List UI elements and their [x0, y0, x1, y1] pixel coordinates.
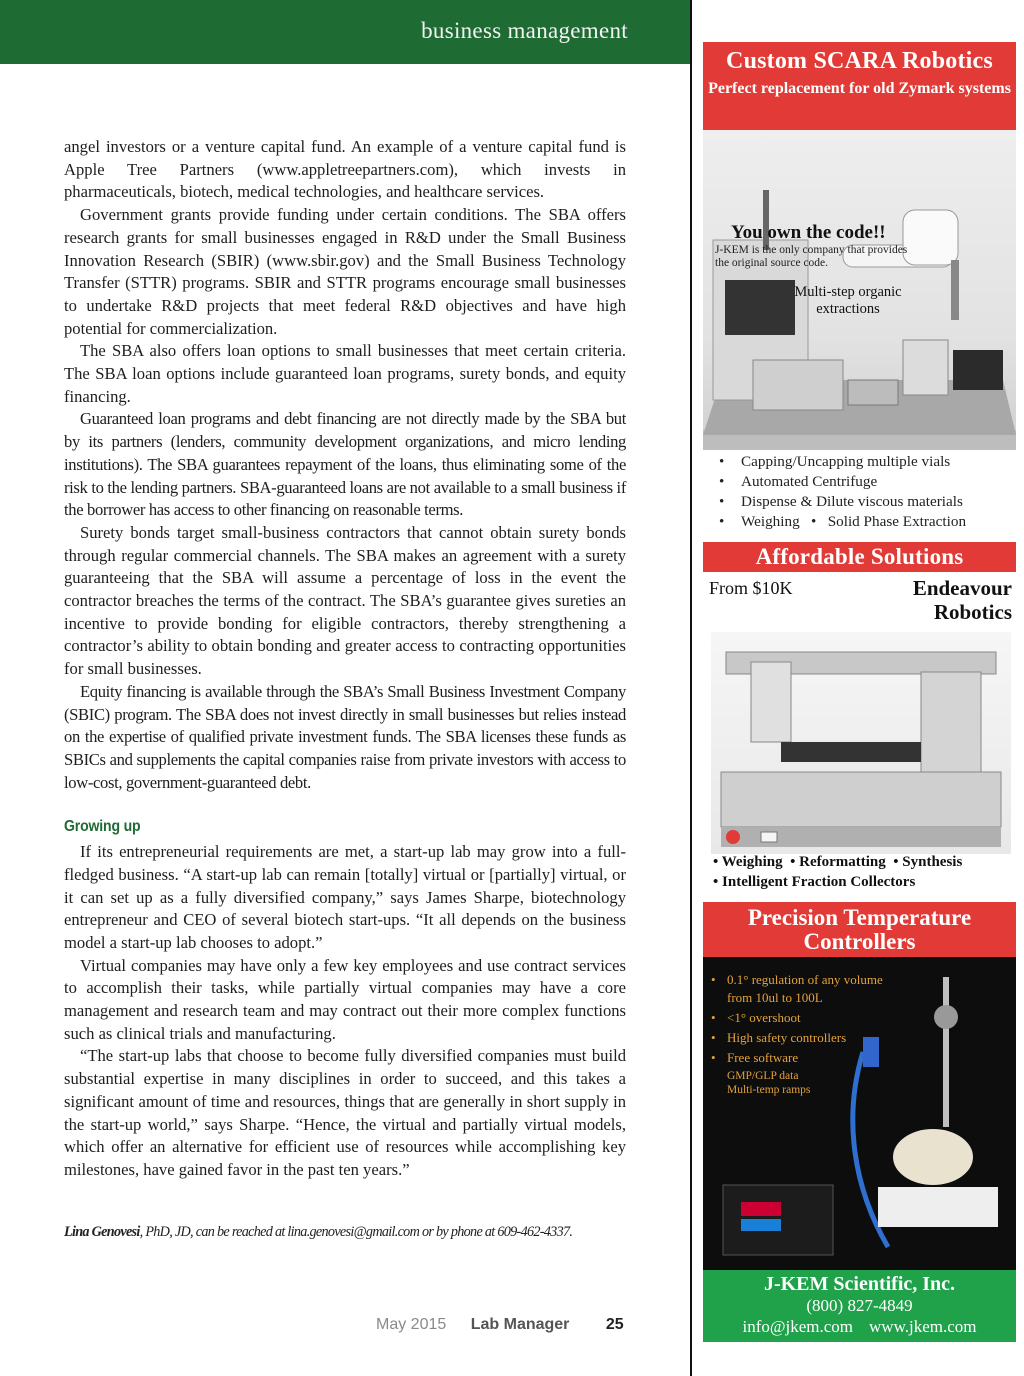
magazine-name: Lab Manager — [470, 1316, 570, 1333]
list-item: • Dispense & Dilute viscous materials — [719, 493, 963, 510]
author-contact: , PhD, JD, can be reached at lina.genovesi@gmail.com or by phone at 609-462-4337. — [139, 1224, 573, 1240]
paragraph: Surety bonds target small-business contractors that cannot obtain surety bonds through regular commercial channels. The SBA makes an agreement with a surety guaranteeing that the SBA will assume a percentage of loss in the event the contractor breaches the terms of the contract. The SBA’s guarantee gives sureties an incentive to provide bonding for eligible contractors, thereby strengthening a contractor’s ability to obtain bonding and greater access to contracting opportunities for small businesses. — [64, 522, 626, 679]
product-name: Endeavour Robotics — [912, 576, 1012, 624]
company-website[interactable]: www.jkem.com — [869, 1317, 977, 1336]
list-item: • Automated Centrifuge — [719, 473, 878, 490]
author-byline — [64, 1224, 684, 1241]
company-contact — [703, 1316, 1016, 1338]
photo-caption: Multi-step organic extractions — [794, 284, 902, 317]
scara-robot-photo — [703, 130, 1016, 450]
paragraph: If its entrepreneurial requirements are met, a start-up lab may grow into a full-fledged business. “A start-up lab can remain [totally] virtual or [partially] virtual, or it can set up as a fully diversified company,” says James Sharpe, biotechnology entrepreneur and CEO of several biotech start-ups. “It all depends on the business model a start-up lab chooses to adopt.” — [64, 842, 626, 952]
list-subitem: Multi-temp ramps — [727, 1084, 811, 1096]
ad-title-band — [703, 42, 1016, 130]
temperature-controller-panel — [703, 957, 1016, 1270]
feature-list — [713, 852, 1013, 892]
list-item: • 0.1° regulation of any volume from 10ul to 100L — [711, 971, 891, 1007]
paragraph: angel investors or a venture capital fund. An example of a venture capital fund is Apple Tree Partners (www.appletreepartners.com), which invests in pharmaceuticals, biotech, medical technologies, and healthcare services. — [64, 137, 626, 202]
paragraph: Guaranteed loan programs and debt financing are not directly made by the SBA but by its partners (lenders, community development organizations, and micro lending institutions). The SBA guarantees repayment of the loans, thus eliminating some of the risk to the lending partners. SBA-guaranteed loans are not available to a small business if the borrower has access to other financing on reasonable terms. — [64, 409, 626, 520]
own-code-headline: You own the code!! — [731, 222, 886, 243]
list-item: • <1° overshoot — [711, 1009, 891, 1027]
company-phone: (800) 827-4849 — [806, 1296, 913, 1315]
section-label: business management — [421, 18, 628, 43]
price-label: From $10K — [709, 578, 793, 598]
robot-illustration — [711, 632, 1011, 854]
list-subitem: GMP/GLP data — [727, 1070, 799, 1082]
list-item: • Weighing • Solid Phase Extraction — [719, 513, 967, 530]
section-header-band — [0, 0, 692, 64]
list-item: • Weighing • Reformatting • Synthesis — [713, 854, 963, 870]
author-name: Lina Genovesi — [64, 1224, 140, 1240]
feature-list — [719, 452, 1019, 532]
paragraph: “The start-up labs that choose to become fully diversified companies must build substantial expertise in many disciplines in order to succeed, and this takes a significant amount of time and resources, things that are generally in short supply in the start-up world,” says Sharpe. “Hence, the virtual and partially virtual models, which offer an alternative for efficient use of resources while accomplishing key milestones, have gained favor in the past ten years.” — [64, 1046, 626, 1179]
column-divider — [690, 0, 692, 1376]
subheading: Growing up — [64, 818, 141, 836]
paragraph: Virtual companies may have only a few key employees and use contract services to accomplish their tasks, while partially virtual companies may have a core management and research team and may contract out their more complex functions such as clinical trials and manufacturing. — [64, 955, 626, 1043]
advertisement — [703, 42, 1016, 1342]
page-number: 25 — [605, 1316, 624, 1333]
endeavour-robot-photo — [711, 632, 1011, 854]
paragraph: Equity financing is available through the SBA’s Small Business Investment Company (SBIC) program. The SBA does not invest directly in small businesses but relies instead on the expertise of qualified private investment funds. The SBA licenses these funds as SBICs and supplements the capital companies raise from private investors with access to low-cost, government-guaranteed debt. — [64, 681, 626, 792]
page-footer — [376, 1316, 624, 1338]
article-body — [64, 136, 626, 1182]
list-item: • Free software — [711, 1049, 891, 1067]
list-item: • High safety controllers — [711, 1029, 891, 1047]
paragraph: The SBA also offers loan options to small businesses that meet certain criteria. The SBA loan options include guaranteed loan programs, surety bonds, and equity financing. — [64, 341, 626, 406]
ad-title-band — [703, 542, 1016, 572]
feature-list — [711, 971, 891, 1097]
ad-title: Custom SCARA Robotics — [726, 48, 993, 74]
company-name: J-KEM Scientific, Inc. — [763, 1273, 956, 1295]
ad-title-band — [703, 902, 1016, 957]
list-item: • Intelligent Fraction Collectors — [713, 874, 916, 890]
ad-title: Precision Temperature Controllers — [747, 905, 972, 954]
ad-subtitle: Perfect replacement for old Zymark systems — [708, 80, 1011, 97]
company-contact-band — [703, 1270, 1016, 1342]
issue-date: May 2015 — [376, 1316, 447, 1333]
paragraph: Government grants provide funding under certain conditions. The SBA offers research grants for small businesses engaged in R&D under the Small Business Innovation Research (SBIR) (www.sbir.gov) and the Small Business Technology Transfer (STTR) programs. SBIR and STTR programs encourage small businesses to undertake R&D projects that meet federal R&D objectives and have high potential for commercialization. — [64, 205, 626, 338]
own-code-note: J-KEM is the only company that provides the original source code. — [715, 244, 908, 269]
list-item: • Capping/Uncapping multiple vials — [719, 453, 951, 470]
ad-title: Affordable Solutions — [755, 544, 964, 569]
company-email[interactable]: info@jkem.com — [742, 1317, 854, 1336]
